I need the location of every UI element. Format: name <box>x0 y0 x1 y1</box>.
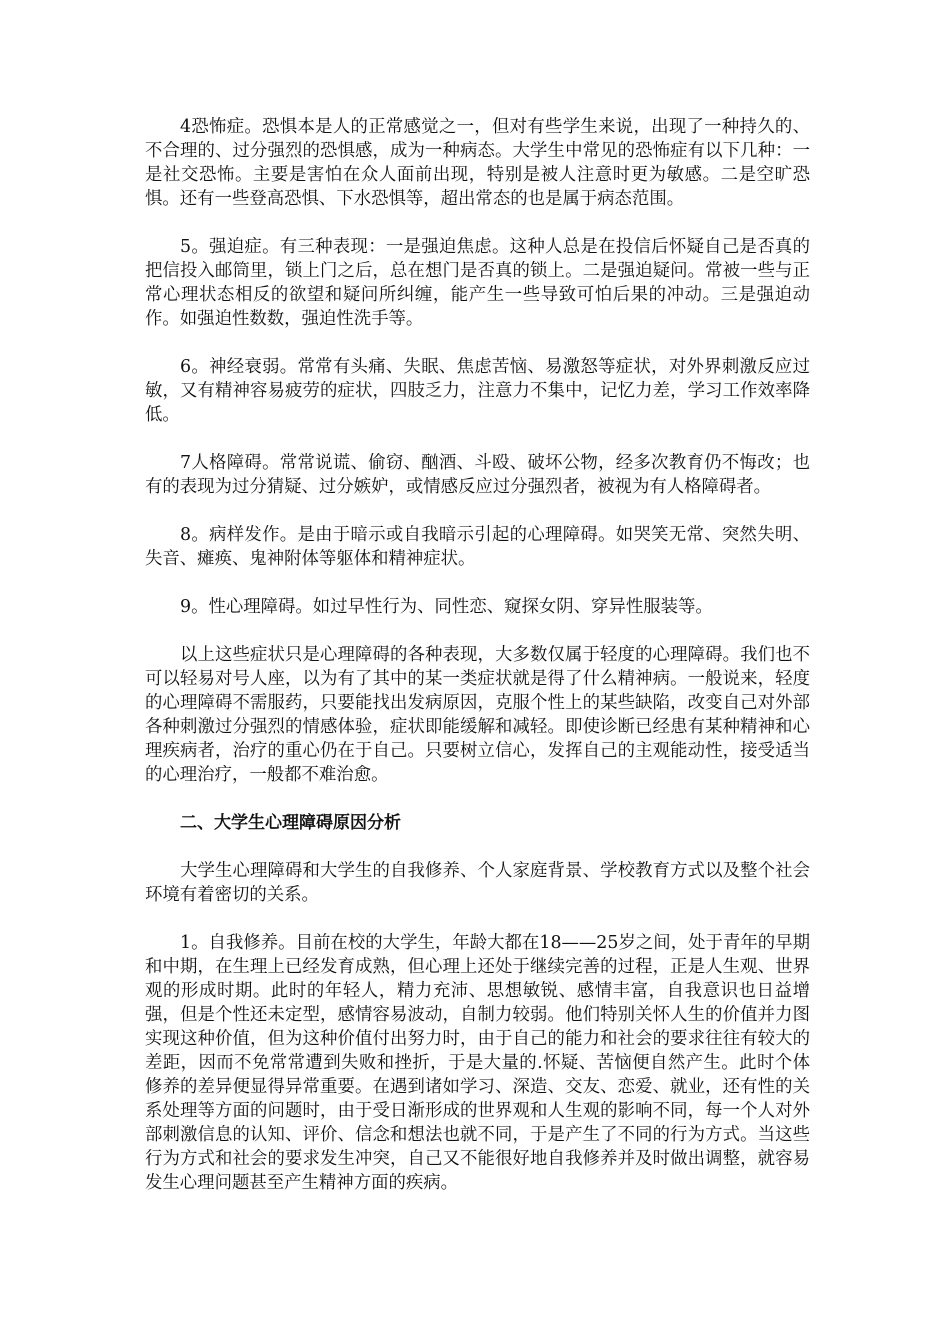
paragraph-summary: 以上这些症状只是心理障碍的各种表现，大多数仅属于轻度的心理障碍。我们也不可以轻易对号人座，以为有了其中的某一类症状就是得了什么精神病。一般说来，轻度的心理障碍不需服药，只要能找出发病原因，克服个性上的某些缺陷，改变自己对外部各种刺激过分强烈的情感体验，症状即能缓解和减轻。即使诊断已经患有某种精神和心理疾病者，治疗的重心仍在于自己。只要树立信心，发挥自己的主观能动性，接受适当的心理治疗，一般都不难治愈。 <box>145 645 810 785</box>
paragraph-phobia: 4恐怖症。恐惧本是人的正常感觉之一，但对有些学生来说，出现了一种持久的、不合理的、过分强烈的恐惧感，成为一种病态。大学生中常见的恐怖症有以下几种：一是社交恐怖。主要是害怕在众人面前出现，特别是被人注意时更为敏感。二是空旷恐惧。还有一些登高恐惧、下水恐惧等，超出常态的也是属于病态范围。 <box>145 117 810 209</box>
paragraph-self-cultivation: 1。自我修养。目前在校的大学生，年龄大都在18——25岁之间，处于青年的早期和中期，在生理上已经发育成熟，但心理上还处于继续完善的过程，正是人生观、世界观的形成时期。此时的年轻人，精力充沛、思想敏锐、感情丰富，自我意识也日益增强，但是个性还未定型，感情容易波动，自制力较弱。他们特别关怀人生的价值并力图实现这种价值，但为这种价值付出努力时，由于自己的能力和社会的要求往往有较大的差距，因而不免常常遭到失败和挫折，于是大量的.怀疑、苦恼便自然产生。此时个体修养的差异便显得异常重要。在遇到诸如学习、深造、交友、恋爱、就业，还有性的关系处理等方面的问题时，由于受日渐形成的世界观和人生观的影响不同，每一个人对外部刺激信息的认知、评价、信念和想法也就不同，于是产生了不同的行为方式。当这些行为方式和社会的要求发生冲突，自己又不能很好地自我修养并及时做出调整，就容易发生心理问题甚至产生精神方面的疾病。 <box>145 933 810 1193</box>
paragraph-causes-intro: 大学生心理障碍和大学生的自我修养、个人家庭背景、学校教育方式以及整个社会环境有着密切的关系。 <box>145 861 810 905</box>
section-heading: 二、大学生心理障碍原因分析 <box>180 813 401 833</box>
document-page <box>145 115 810 1219</box>
paragraph-personality-disorder: 7人格障碍。常常说谎、偷窃、酗酒、斗殴、破坏公物，经多次教育仍不悔改；也有的表现为过分猜疑、过分嫉妒，或情感反应过分强烈者，被视为有人格障碍者。 <box>145 453 810 497</box>
paragraph-neurasthenia: 6。神经衰弱。常常有头痛、失眠、焦虑苦恼、易激怒等症状，对外界刺激反应过敏，又有精神容易疲劳的症状，四肢乏力，注意力不集中，记忆力差，学习工作效率降低。 <box>145 357 810 425</box>
paragraph-sexual-disorder: 9。性心理障碍。如过早性行为、同性恋、窥探女阴、穿异性服装等。 <box>180 597 713 617</box>
paragraph-hysteria: 8。病样发作。是由于暗示或自我暗示引起的心理障碍。如哭笑无常、突然失明、失音、瘫痪、鬼神附体等躯体和精神症状。 <box>145 525 810 569</box>
paragraph-obsessive-compulsive: 5。强迫症。有三种表现：一是强迫焦虑。这种人总是在投信后怀疑自己是否真的把信投入邮筒里，锁上门之后，总在想门是否真的锁上。二是强迫疑问。常被一些与正常心理状态相反的欲望和疑问所纠缠，能产生一些导致可怕后果的冲动。三是强迫动作。如强迫性数数，强迫性洗手等。 <box>145 237 810 329</box>
